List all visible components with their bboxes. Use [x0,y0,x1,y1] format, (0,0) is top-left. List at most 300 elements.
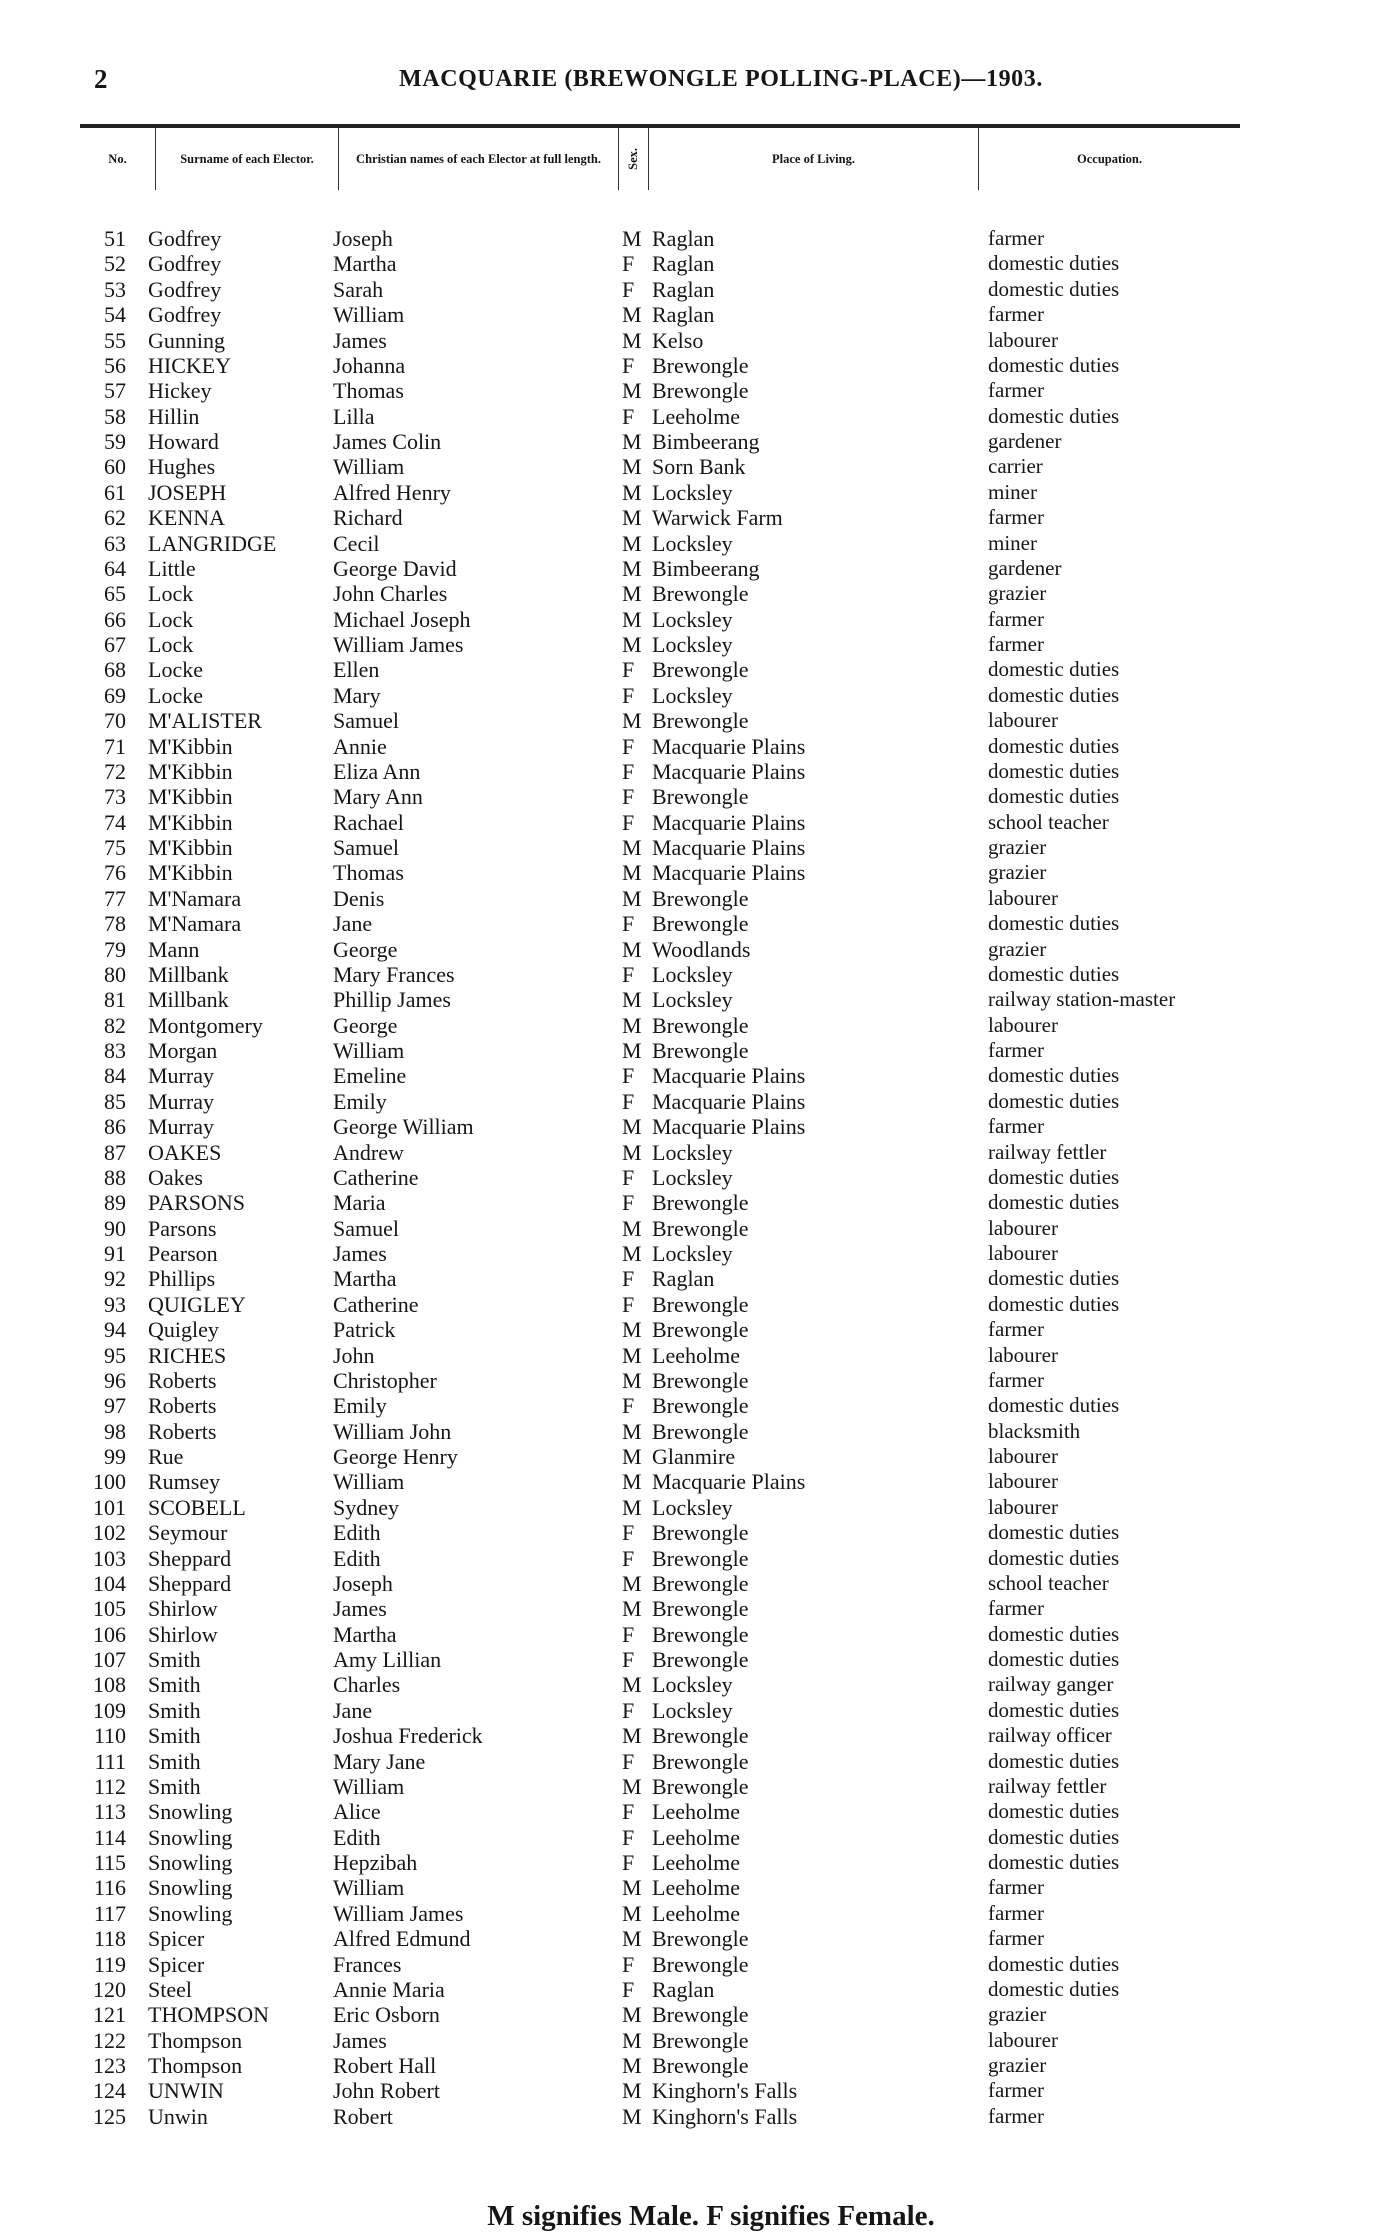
elector-number: 114 [93,1824,126,1850]
elector-place: Locksley [652,1494,733,1520]
elector-sex: M [622,327,642,353]
table-row [0,708,1382,733]
elector-place: Brewongle [652,1367,749,1393]
table-row [0,277,1382,302]
table-row [0,1089,1382,1114]
elector-place: Locksley [652,682,733,708]
elector-number: 112 [93,1773,126,1799]
elector-place: Kinghorn's Falls [652,2103,798,2129]
table-row [0,1419,1382,1444]
elector-occupation: labourer [988,708,1058,733]
elector-surname: HICKEY [148,352,232,378]
elector-surname: Sheppard [148,1570,232,1596]
table-row [0,531,1382,556]
elector-surname: SCOBELL [148,1494,246,1520]
elector-number: 54 [104,302,126,328]
elector-surname: M'Kibbin [148,784,233,810]
elector-occupation: domestic duties [988,1976,1120,2001]
table-row [0,734,1382,759]
elector-place: Raglan [652,302,715,328]
elector-number: 60 [104,454,126,480]
elector-place: Brewongle [652,1926,749,1952]
elector-christian-names: Emeline [333,1063,407,1089]
elector-surname: Hillin [148,403,200,429]
elector-sex: M [622,1596,642,1622]
elector-christian-names: John Robert [333,2078,440,2104]
elector-number: 71 [104,733,126,759]
elector-christian-names: James [333,1241,387,1266]
elector-sex: F [622,276,635,302]
elector-occupation: farmer [988,1317,1044,1342]
elector-occupation: labourer [988,2027,1058,2052]
elector-sex: M [622,454,642,480]
elector-sex: F [622,1190,635,1216]
elector-occupation: labourer [988,1215,1058,1240]
elector-place: Brewongle [652,1291,749,1317]
elector-place: Brewongle [652,1570,749,1596]
elector-sex: M [622,2053,642,2078]
elector-sex: M [622,1672,642,1698]
elector-number: 89 [104,1190,126,1216]
table-row [0,1368,1382,1393]
table-row [0,1875,1382,1900]
elector-sex: F [622,251,635,277]
elector-sex: M [622,1900,642,1926]
elector-christian-names: Edith [333,1520,381,1546]
elector-sex: M [622,1773,642,1799]
table-row [0,810,1382,835]
elector-place: Leeholme [652,1342,740,1368]
column-header-occupation: Occupation. [1077,151,1142,166]
elector-place: Brewongle [652,1038,749,1063]
elector-occupation: domestic duties [988,1545,1120,1570]
elector-sex: M [622,1875,642,1901]
elector-place: Kelso [652,327,704,353]
elector-surname: Murray [148,1088,214,1114]
elector-number: 90 [104,1215,126,1241]
elector-sex: F [622,1697,635,1723]
elector-sex: M [622,2103,642,2129]
elector-surname: PARSONS [148,1190,246,1216]
elector-place: Brewongle [652,1596,749,1622]
elector-sex: F [622,1291,635,1317]
elector-number: 122 [93,2027,126,2053]
table-row [0,1926,1382,1951]
elector-number: 117 [93,1900,126,1926]
elector-place: Macquarie Plains [652,1063,806,1089]
elector-place: Raglan [652,226,715,251]
table-row [0,607,1382,632]
column-header-surname: Surname of each Elector. [156,128,339,190]
elector-christian-names: William [333,1469,405,1495]
elector-sex: M [622,505,642,531]
elector-occupation: domestic duties [988,784,1120,809]
elector-occupation: farmer [988,1926,1044,1951]
elector-surname: M'Namara [148,911,242,937]
elector-sex: F [622,733,635,759]
elector-surname: RICHES [148,1342,227,1368]
elector-number: 106 [93,1621,126,1647]
table-row [0,404,1382,429]
elector-sex: M [622,987,642,1013]
elector-number: 97 [104,1393,126,1419]
elector-sex: M [622,1114,642,1140]
elector-place: Brewongle [652,2027,749,2053]
elector-christian-names: Samuel [333,835,399,860]
elector-surname: UNWIN [148,2078,224,2104]
elector-place: Brewongle [652,784,749,810]
elector-number: 102 [93,1520,126,1546]
page-title: MACQUARIE (BREWONGLE POLLING-PLACE)—1903. [399,66,1043,92]
elector-number: 67 [104,632,126,657]
elector-occupation: labourer [988,1012,1058,1037]
elector-occupation: domestic duties [988,1748,1120,1773]
elector-christian-names: Lilla [333,403,375,429]
elector-number: 99 [104,1444,126,1469]
elector-place: Brewongle [652,657,749,683]
elector-place: Glanmire [652,1444,736,1469]
table-row [0,1799,1382,1824]
elector-number: 125 [93,2103,126,2129]
elector-number: 93 [104,1291,126,1317]
elector-sex: F [622,1748,635,1774]
elector-christian-names: Mary Ann [333,784,423,810]
elector-place: Brewongle [652,378,749,404]
elector-occupation: domestic duties [988,1088,1120,1113]
elector-sex: F [622,758,635,784]
elector-surname: Smith [148,1723,201,1749]
elector-christian-names: Martha [333,1621,397,1647]
footnote: M signifies Male. F signifies Female. [487,2200,935,2232]
table-row [0,1343,1382,1368]
elector-surname: Roberts [148,1393,217,1419]
elector-place: Woodlands [652,936,751,962]
elector-surname: M'Kibbin [148,860,233,886]
elector-surname: Snowling [148,1799,233,1825]
elector-place: Kinghorn's Falls [652,2078,798,2104]
elector-sex: F [622,961,635,987]
elector-christian-names: Alfred Edmund [333,1926,471,1952]
elector-surname: Spicer [148,1951,205,1977]
elector-occupation: miner [988,530,1037,555]
elector-place: Brewongle [652,1418,749,1444]
elector-occupation: blacksmith [988,1418,1081,1443]
elector-occupation: farmer [988,1900,1044,1925]
elector-occupation: farmer [988,505,1044,530]
table-row [0,1317,1382,1342]
table-row [0,1013,1382,1038]
elector-place: Brewongle [652,1393,749,1419]
elector-sex: F [622,1520,635,1546]
elector-place: Leeholme [652,1850,740,1875]
elector-sex: M [622,2027,642,2053]
elector-number: 95 [104,1342,126,1368]
elector-sex: M [622,708,642,734]
elector-christian-names: Michael Joseph [333,606,471,632]
elector-sex: F [622,1063,635,1089]
elector-place: Locksley [652,1139,733,1165]
elector-occupation: grazier [988,2002,1047,2027]
elector-occupation: domestic duties [988,1063,1120,1088]
elector-place: Macquarie Plains [652,809,806,835]
elector-christian-names: Mary [333,682,381,708]
elector-number: 56 [104,352,126,378]
table-row [0,835,1382,860]
elector-sex: M [622,2078,642,2104]
elector-number: 81 [104,987,126,1013]
elector-place: Locksley [652,530,733,556]
elector-place: Brewongle [652,1012,749,1038]
column-header-no: No. [80,128,156,190]
elector-surname: Parsons [148,1215,217,1241]
elector-surname: M'Namara [148,885,242,911]
elector-sex: M [622,302,642,328]
elector-surname: Lock [148,581,194,607]
elector-sex: F [622,1824,635,1850]
elector-number: 77 [104,885,126,911]
table-row [0,505,1382,530]
elector-surname: Thompson [148,2027,243,2053]
elector-christian-names: Johanna [333,352,406,378]
elector-christian-names: Ellen [333,657,380,683]
table-row [0,784,1382,809]
elector-number: 57 [104,378,126,404]
table-row [0,1520,1382,1545]
table-row [0,1292,1382,1317]
elector-christian-names: Edith [333,1545,381,1571]
table-row [0,1850,1382,1875]
elector-number: 70 [104,708,126,734]
elector-christian-names: Martha [333,251,397,277]
elector-christian-names: Eric Osborn [333,2002,440,2028]
elector-place: Raglan [652,251,715,277]
elector-number: 120 [93,1976,126,2002]
elector-sex: M [622,1342,642,1368]
elector-number: 121 [93,2002,126,2028]
elector-number: 73 [104,784,126,810]
table-row [0,1546,1382,1571]
elector-number: 123 [93,2053,126,2078]
elector-sex: M [622,1367,642,1393]
elector-christian-names: Mary Frances [333,961,455,987]
elector-sex: M [622,936,642,962]
elector-surname: Godfrey [148,276,222,302]
elector-sex: M [622,1469,642,1495]
elector-sex: M [622,2002,642,2028]
elector-place: Brewongle [652,1773,749,1799]
elector-sex: F [622,1621,635,1647]
elector-place: Macquarie Plains [652,733,806,759]
elector-occupation: railway ganger [988,1672,1114,1697]
elector-christian-names: Maria [333,1190,386,1216]
elector-place: Brewongle [652,1723,749,1749]
elector-place: Brewongle [652,1317,749,1343]
elector-christian-names: Joshua Frederick [333,1723,483,1749]
table-row [0,886,1382,911]
elector-surname: Thompson [148,2053,243,2078]
elector-occupation: domestic duties [988,1393,1120,1418]
elector-sex: M [622,378,642,404]
elector-number: 98 [104,1418,126,1444]
elector-surname: M'Kibbin [148,809,233,835]
elector-sex: M [622,1139,642,1165]
table-row [0,251,1382,276]
elector-christian-names: Denis [333,885,385,911]
elector-christian-names: Joseph [333,226,393,251]
table-row [0,556,1382,581]
elector-sex: M [622,1494,642,1520]
elector-occupation: miner [988,479,1037,504]
elector-surname: Gunning [148,327,225,353]
elector-occupation: domestic duties [988,758,1120,783]
elector-surname: Roberts [148,1367,217,1393]
elector-sex: M [622,885,642,911]
elector-christian-names: Annie Maria [333,1976,445,2002]
elector-number: 88 [104,1164,126,1190]
elector-occupation: domestic duties [988,1799,1120,1824]
elector-christian-names: Samuel [333,1215,399,1241]
elector-number: 58 [104,403,126,429]
page-number: 2 [94,64,108,94]
elector-occupation: farmer [988,226,1044,250]
elector-surname: M'ALISTER [148,708,262,734]
elector-occupation: farmer [988,378,1044,403]
elector-occupation: domestic duties [988,352,1120,377]
elector-number: 74 [104,809,126,835]
elector-surname: Morgan [148,1038,218,1063]
elector-christian-names: John [333,1342,375,1368]
elector-place: Brewongle [652,885,749,911]
elector-number: 108 [93,1672,126,1698]
elector-christian-names: Alice [333,1799,381,1825]
elector-number: 94 [104,1317,126,1343]
elector-surname: M'Kibbin [148,835,233,860]
table-row [0,911,1382,936]
elector-number: 116 [93,1875,126,1901]
elector-number: 84 [104,1063,126,1089]
elector-christian-names: Catherine [333,1291,419,1317]
elector-occupation: domestic duties [988,276,1120,301]
elector-surname: Seymour [148,1520,228,1546]
elector-christian-names: George [333,936,398,962]
elector-christian-names: John Charles [333,581,448,607]
elector-occupation: farmer [988,302,1044,327]
elector-number: 55 [104,327,126,353]
elector-number: 65 [104,581,126,607]
elector-sex: F [622,352,635,378]
elector-occupation: domestic duties [988,1951,1120,1976]
elector-sex: F [622,1545,635,1571]
elector-surname: LANGRIDGE [148,530,277,556]
column-header-christian-names: Christian names of each Elector at full length. [339,128,619,190]
elector-occupation: domestic duties [988,1291,1120,1316]
elector-number: 109 [93,1697,126,1723]
elector-christian-names: Frances [333,1951,402,1977]
elector-christian-names: Thomas [333,860,404,886]
elector-occupation: domestic duties [988,1164,1120,1189]
elector-surname: Steel [148,1976,192,2002]
elector-surname: JOSEPH [148,479,227,505]
table-row [0,581,1382,606]
elector-number: 87 [104,1139,126,1165]
elector-place: Locksley [652,987,733,1013]
elector-number: 69 [104,682,126,708]
elector-occupation: gardener [988,429,1062,453]
elector-sex: F [622,1951,635,1977]
elector-occupation: domestic duties [988,1850,1120,1874]
elector-surname: Smith [148,1773,201,1799]
elector-sex: F [622,682,635,708]
elector-number: 110 [93,1723,126,1749]
elector-place: Brewongle [652,1545,749,1571]
elector-surname: Snowling [148,1875,233,1901]
elector-surname: Hickey [148,378,212,404]
elector-occupation: farmer [988,632,1044,656]
elector-surname: Mann [148,936,200,962]
elector-occupation: grazier [988,581,1047,606]
elector-occupation: school teacher [988,809,1109,834]
elector-surname: Snowling [148,1900,233,1926]
elector-place: Raglan [652,276,715,302]
elector-number: 59 [104,429,126,454]
elector-sex: M [622,479,642,505]
elector-surname: Smith [148,1697,201,1723]
table-row [0,226,1382,251]
table-row [0,1622,1382,1647]
elector-list [0,226,1382,2129]
elector-sex: F [622,403,635,429]
elector-occupation: farmer [988,2078,1044,2103]
elector-number: 79 [104,936,126,962]
elector-place: Sorn Bank [652,454,746,480]
elector-occupation: labourer [988,1241,1058,1265]
elector-surname: Rumsey [148,1469,221,1495]
elector-surname: Millbank [148,987,229,1013]
elector-number: 115 [93,1850,126,1875]
column-header-sex [619,128,649,190]
table-row [0,759,1382,784]
elector-christian-names: Phillip James [333,987,451,1013]
elector-occupation: domestic duties [988,251,1120,276]
elector-place: Macquarie Plains [652,860,806,886]
elector-place: Brewongle [652,708,749,734]
elector-place: Locksley [652,606,733,632]
elector-christian-names: Sydney [333,1494,399,1520]
elector-occupation: school teacher [988,1570,1109,1595]
table-row [0,657,1382,682]
elector-occupation: domestic duties [988,657,1120,682]
elector-occupation: domestic duties [988,733,1120,758]
elector-place: Bimbeerang [652,429,760,454]
column-header-sex-label: Sex. [626,148,641,170]
elector-occupation: domestic duties [988,1520,1120,1545]
table-row [0,1495,1382,1520]
elector-christian-names: Emily [333,1088,387,1114]
table-row [0,937,1382,962]
elector-number: 83 [104,1038,126,1063]
elector-place: Brewongle [652,352,749,378]
elector-christian-names: Robert [333,2103,393,2129]
table-row [0,1977,1382,2002]
elector-occupation: grazier [988,2053,1047,2077]
table-row [0,302,1382,327]
elector-sex: F [622,1850,635,1875]
elector-surname: Pearson [148,1241,218,1266]
elector-occupation: domestic duties [988,1824,1120,1849]
elector-number: 103 [93,1545,126,1571]
elector-occupation: labourer [988,1469,1058,1494]
elector-sex: F [622,1647,635,1672]
